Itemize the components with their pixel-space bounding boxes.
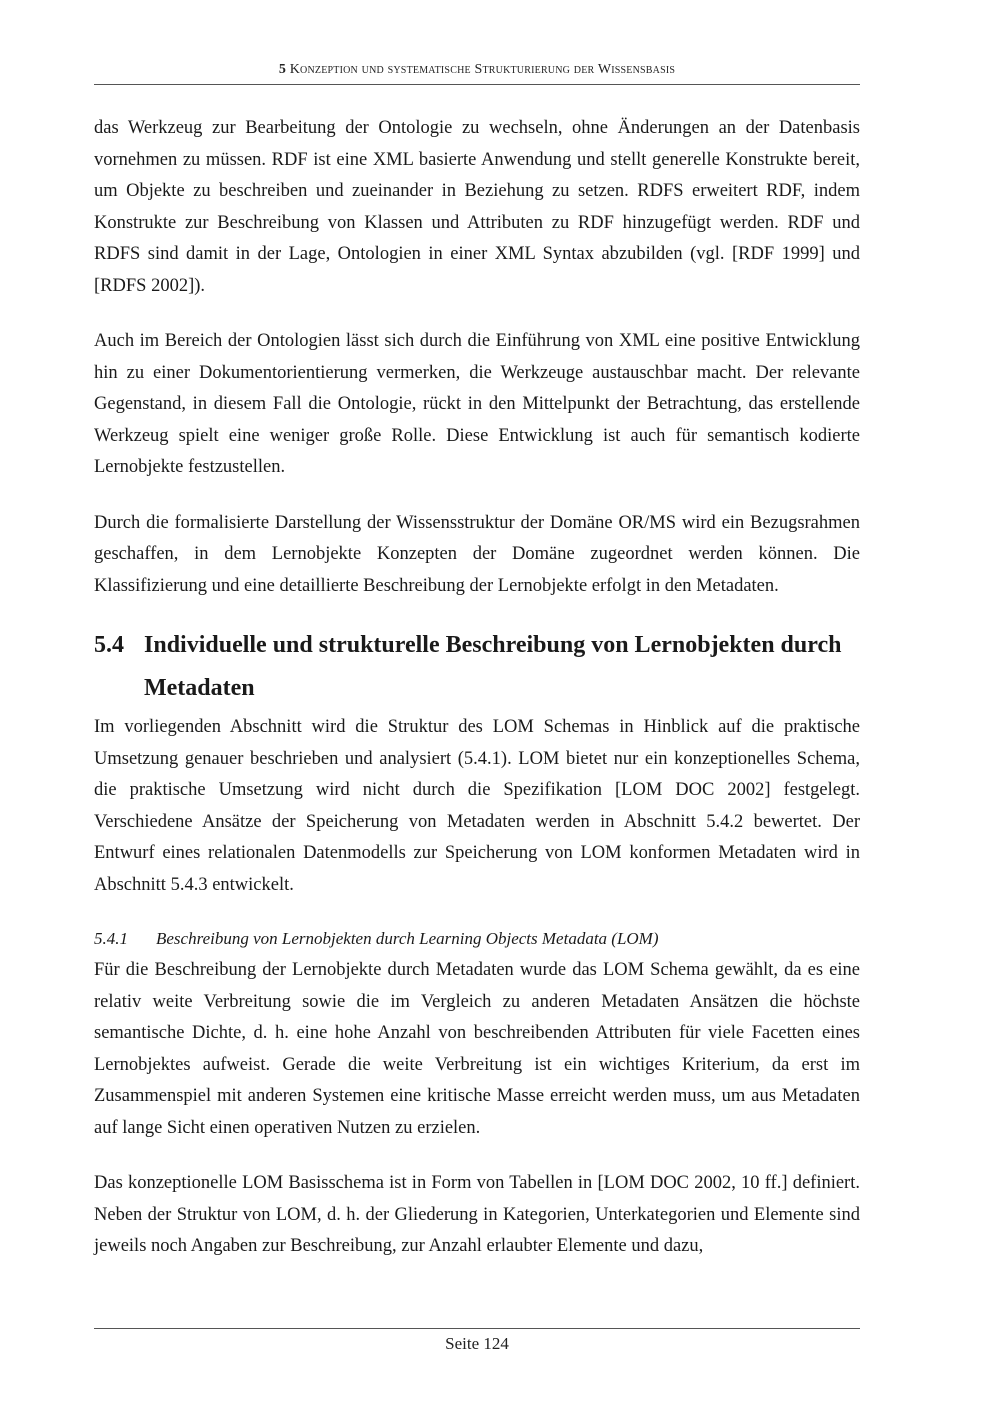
section-title: Individuelle und strukturelle Beschreibung von Lernobjekten durch Metadaten — [144, 632, 842, 701]
paragraph: Das konzeptionelle LOM Basisschema ist in Form von Tabellen in [LOM DOC 2002, 10 ff.] definiert. Neben der Struktur von LOM, d. h. der Gliederung in Kategorien, Unterkategorien und Elemente sind jeweils noch Angaben zur Beschreibung, zur Anzahl erlaubter Elemente und dazu, — [94, 1173, 860, 1256]
section-number: 5.4 — [94, 632, 124, 658]
paragraph: das Werkzeug zur Bearbeitung der Ontologie zu wechseln, ohne Änderungen an der Datenbasis vornehmen zu müssen. RDF ist eine XML basierte Anwendung und stellt generelle Konstrukte bereit, um Objekte zu beschreiben und zueinander in Beziehung zu setzen. RDFS erweitert RDF, indem Konstrukte zur Beschreibung von Klassen und Attributen zu RDF hinzugefügt werden. RDF und RDFS sind damit in der Lage, Ontologien in einer XML Syntax abzubilden (vgl. [RDF 1999] und [RDFS 2002]). — [94, 118, 860, 296]
paragraph: Für die Beschreibung der Lernobjekte durch Metadaten wurde das LOM Schema gewählt, da es eine relativ weite Verbreitung sowie die im Vergleich zu anderen Metadaten Ansätzen die höchste semantische Dichte, d. h. eine hohe Anzahl von beschreibenden Attributen für viele Facetten eines Lernobjektes aufweist. Gerade die weite Verbreitung ist ein wichtiges Kriterium, da erst im Zusammenspiel mit anderen Systemen eine kritische Masse erreicht werden muss, um aus Metadaten auf lange Sicht einen operativen Nutzen zu erzielen. — [94, 960, 860, 1138]
subsection-heading — [94, 925, 860, 953]
paragraph: Auch im Bereich der Ontologien lässt sich durch die Einführung von XML eine positive Entwicklung hin zu einer Dokumentorientierung vermerken, die Werkzeuge austauschbar macht. Der relevante Gegenstand, in diesem Fall die Ontologie, rückt in den Mittelpunkt der Betrachtung, das erstellende Werkzeug spielt eine weniger große Rolle. Diese Entwicklung ist auch für semantisch kodierte Lernobjekte festzustellen. — [94, 331, 860, 477]
subsection-title: Beschreibung von Lernobjekten durch Learning Objects Metadata (LOM) — [156, 929, 659, 948]
header-divider — [94, 84, 860, 85]
chapter-number: 5 — [278, 62, 287, 77]
paragraph: Durch die formalisierte Darstellung der Wissensstruktur der Domäne OR/MS wird ein Bezugsrahmen geschaffen, in dem Lernobjekte Konzepten der Domäne zugeordnet werden können. Die Klassifizierung und eine detaillierte Beschreibung der Lernobjekte erfolgt in den Metadaten. — [94, 512, 860, 596]
subsection-number: 5.4.1 — [94, 929, 128, 948]
running-header — [94, 62, 860, 78]
footer-divider — [94, 1328, 860, 1329]
chapter-title: Konzeption und systematische Strukturierung der Wissensbasis — [289, 62, 676, 77]
body-text — [94, 113, 860, 1287]
section-intro: Im vorliegenden Abschnitt wird die Struktur des LOM Schemas in Hinblick auf die praktische Umsetzung genauer beschrieben und analysiert (5.4.1). LOM bietet nur ein konzeptionelles Schema, die praktische Umsetzung wird nicht durch die Spezifikation [LOM DOC 2002] festgelegt. Verschiedene Ansätze der Speicherung von Metadaten werden in Abschnitt 5.4.2 bewertet. Der Entwurf eines relationalen Datenmodells zur Speicherung von LOM konformen Metadaten wird in Abschnitt 5.4.3 entwickelt. — [94, 717, 860, 895]
page-number: Seite 124 — [445, 1334, 509, 1353]
section-heading — [94, 624, 860, 710]
